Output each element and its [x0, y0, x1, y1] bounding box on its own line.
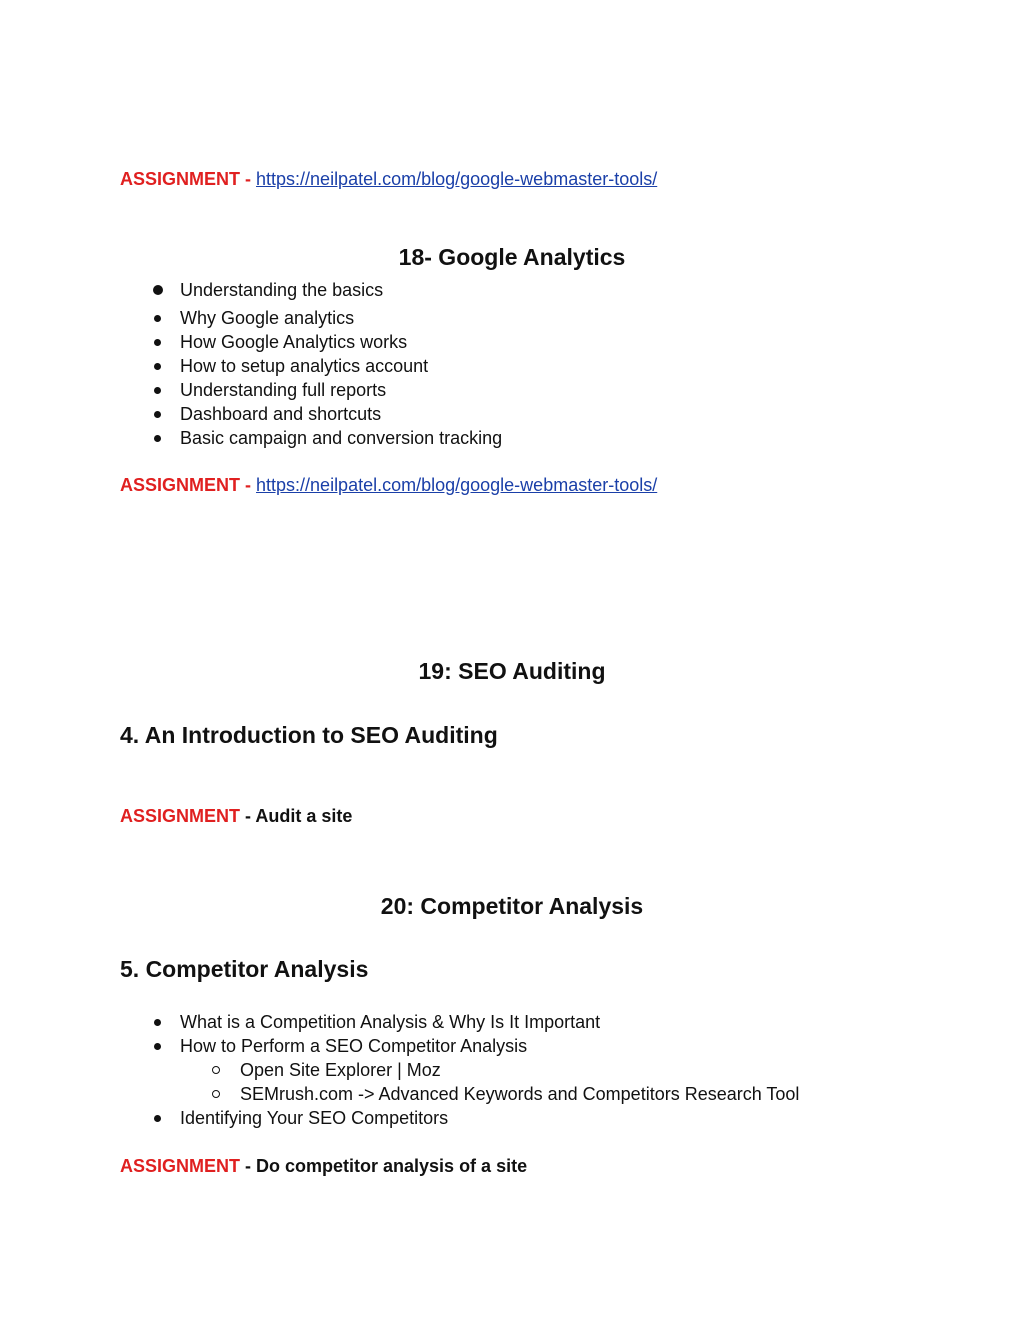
sub-list-item: SEMrush.com -> Advanced Keywords and Competitors Research Tool	[150, 1082, 799, 1106]
bullet-icon	[154, 363, 161, 370]
assignment-line	[120, 1156, 527, 1177]
section-subtitle: 5. Competitor Analysis	[120, 956, 369, 982]
assignment-link[interactable]: https://neilpatel.com/blog/google-webmaster-tools/	[256, 169, 658, 189]
list-item: Basic campaign and conversion tracking	[150, 426, 502, 450]
assignment-dash: -	[240, 169, 257, 189]
circle-bullet-icon	[212, 1066, 220, 1074]
list-item: How to Perform a SEO Competitor Analysis	[150, 1034, 799, 1058]
section-subtitle: 4. An Introduction to SEO Auditing	[120, 722, 498, 748]
assignment-line	[120, 475, 657, 496]
list-item: Understanding full reports	[150, 378, 502, 402]
bullet-list	[150, 1010, 799, 1130]
assignment-dash: -	[240, 475, 257, 495]
bullet-icon	[154, 435, 161, 442]
assignment-label: ASSIGNMENT	[120, 806, 241, 826]
list-item: How to setup analytics account	[150, 354, 502, 378]
section-title: 20: Competitor Analysis	[380, 893, 644, 919]
bullet-icon	[154, 1019, 161, 1026]
bullet-icon	[154, 1043, 161, 1050]
assignment-line	[120, 169, 657, 190]
sub-list-item: Open Site Explorer | Moz	[150, 1058, 799, 1082]
section-title: 19: SEO Auditing	[418, 658, 606, 684]
bullet-icon	[154, 315, 161, 322]
list-item: How Google Analytics works	[150, 330, 502, 354]
bullet-icon	[154, 387, 161, 394]
list-item: Dashboard and shortcuts	[150, 402, 502, 426]
bullet-icon	[154, 1115, 161, 1122]
bullet-list	[150, 278, 502, 450]
assignment-label: ASSIGNMENT	[120, 1156, 241, 1176]
assignment-label: ASSIGNMENT	[120, 475, 241, 495]
assignment-line	[120, 806, 352, 827]
assignment-link[interactable]: https://neilpatel.com/blog/google-webmaster-tools/	[256, 475, 658, 495]
assignment-label: ASSIGNMENT	[120, 169, 241, 189]
list-item: Understanding the basics	[150, 278, 502, 306]
bullet-icon	[153, 285, 163, 295]
section-title: 18- Google Analytics	[398, 244, 626, 270]
list-item: Why Google analytics	[150, 306, 502, 330]
circle-bullet-icon	[212, 1090, 220, 1098]
list-item: Identifying Your SEO Competitors	[150, 1106, 799, 1130]
bullet-icon	[154, 411, 161, 418]
list-item: What is a Competition Analysis & Why Is It Important	[150, 1010, 799, 1034]
bullet-icon	[154, 339, 161, 346]
assignment-text: - Audit a site	[240, 806, 353, 826]
assignment-text: - Do competitor analysis of a site	[240, 1156, 528, 1176]
